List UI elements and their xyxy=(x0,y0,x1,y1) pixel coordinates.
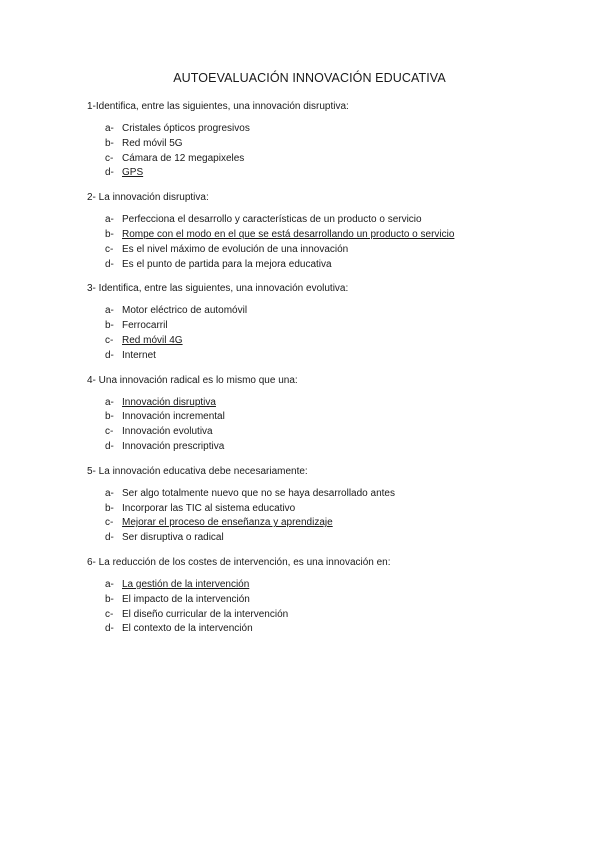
option-item xyxy=(87,578,599,593)
option-item xyxy=(87,487,599,502)
option-text: Incorporar las TIC al sistema educativo xyxy=(122,502,296,514)
option-text-underlined: Mejorar el proceso de enseñanza y aprendizaje xyxy=(122,517,333,529)
option-item xyxy=(87,349,599,364)
option-list xyxy=(87,122,599,181)
option-letter: a- xyxy=(105,396,114,408)
option-text-underlined: Innovación disruptiva xyxy=(122,396,216,408)
question-block-2 xyxy=(87,191,599,272)
option-item xyxy=(87,304,599,319)
option-letter: b- xyxy=(105,228,114,240)
question-block-4 xyxy=(87,374,599,455)
option-item xyxy=(87,410,599,425)
option-letter: c- xyxy=(105,334,114,346)
option-letter: c- xyxy=(105,152,114,164)
option-letter: d- xyxy=(105,167,114,179)
option-letter: a- xyxy=(105,305,114,317)
question-text: 2- La innovación disruptiva: xyxy=(87,192,209,204)
option-list xyxy=(87,578,599,637)
option-text: Perfecciona el desarrollo y características de un producto o servicio xyxy=(122,214,422,226)
option-item xyxy=(87,531,599,546)
option-item xyxy=(87,334,599,349)
option-item xyxy=(87,608,599,623)
option-list xyxy=(87,213,599,272)
option-letter: b- xyxy=(105,502,114,514)
option-item xyxy=(87,152,599,167)
option-text-underlined: La gestión de la intervención xyxy=(122,578,250,590)
option-item xyxy=(87,243,599,258)
option-item xyxy=(87,593,599,608)
option-letter: a- xyxy=(105,123,114,134)
option-item xyxy=(87,396,599,411)
option-letter: b- xyxy=(105,411,114,423)
option-text-underlined: Red móvil 4G xyxy=(122,334,183,346)
option-letter: d- xyxy=(105,258,114,270)
option-text-underlined: GPS xyxy=(122,167,144,179)
option-list xyxy=(87,487,599,546)
option-text-underlined: Rompe con el modo en el que se está desarrollando un producto o servicio xyxy=(122,228,455,240)
option-text: Cristales ópticos progresivos xyxy=(122,123,250,134)
option-text: El diseño curricular de la intervención xyxy=(122,608,289,620)
option-text: Es el nivel máximo de evolución de una innovación xyxy=(122,243,349,255)
option-text: Innovación incremental xyxy=(122,411,225,423)
page-title: AUTOEVALUACIÓN INNOVACIÓN EDUCATIVA xyxy=(173,71,446,85)
option-item xyxy=(87,440,599,455)
option-item xyxy=(87,622,599,637)
option-letter: c- xyxy=(105,608,114,620)
option-letter: b- xyxy=(105,320,114,332)
option-text: Ser algo totalmente nuevo que no se haya desarrollado antes xyxy=(122,487,395,499)
option-letter: d- xyxy=(105,623,114,635)
option-list xyxy=(87,396,599,455)
option-item xyxy=(87,166,599,181)
option-text: El impacto de la intervención xyxy=(122,593,250,605)
question-text: 6- La reducción de los costes de intervención, es una innovación en: xyxy=(87,556,391,568)
option-text: Cámara de 12 megapixeles xyxy=(122,152,245,164)
option-letter: d- xyxy=(105,440,114,452)
option-text: Red móvil 5G xyxy=(122,137,183,149)
question-block-6 xyxy=(87,556,599,637)
option-letter: c- xyxy=(105,426,114,438)
option-letter: a- xyxy=(105,578,114,590)
option-list xyxy=(87,304,599,363)
question-text: 4- Una innovación radical es lo mismo que una: xyxy=(87,374,298,386)
option-item xyxy=(87,213,599,228)
question-text: 1-Identifica, entre las siguientes, una innovación disruptiva: xyxy=(87,101,349,112)
option-text: Innovación prescriptiva xyxy=(122,440,225,452)
option-item xyxy=(87,137,599,152)
option-item xyxy=(87,502,599,517)
option-item xyxy=(87,319,599,334)
option-text: Internet xyxy=(122,349,156,361)
option-text: Ferrocarril xyxy=(122,320,168,332)
option-item xyxy=(87,425,599,440)
option-letter: b- xyxy=(105,593,114,605)
option-item xyxy=(87,228,599,243)
option-letter: c- xyxy=(105,243,114,255)
question-text: 5- La innovación educativa debe necesariamente: xyxy=(87,465,308,477)
option-item xyxy=(87,516,599,531)
option-text: El contexto de la intervención xyxy=(122,623,253,635)
option-letter: a- xyxy=(105,214,114,226)
question-block-1 xyxy=(87,100,599,181)
option-letter: c- xyxy=(105,517,114,529)
option-letter: d- xyxy=(105,532,114,544)
question-text: 3- Identifica, entre las siguientes, una innovación evolutiva: xyxy=(87,283,349,295)
option-text: Innovación evolutiva xyxy=(122,426,213,438)
question-block-5 xyxy=(87,465,599,546)
option-item xyxy=(87,258,599,273)
option-letter: b- xyxy=(105,137,114,149)
option-letter: a- xyxy=(105,487,114,499)
option-text: Es el punto de partida para la mejora educativa xyxy=(122,258,332,270)
option-text: Motor eléctrico de automóvil xyxy=(122,305,248,317)
option-text: Ser disruptiva o radical xyxy=(122,532,224,544)
question-list xyxy=(0,100,599,637)
option-letter: d- xyxy=(105,349,114,361)
option-item xyxy=(87,122,599,137)
question-block-3 xyxy=(87,282,599,363)
